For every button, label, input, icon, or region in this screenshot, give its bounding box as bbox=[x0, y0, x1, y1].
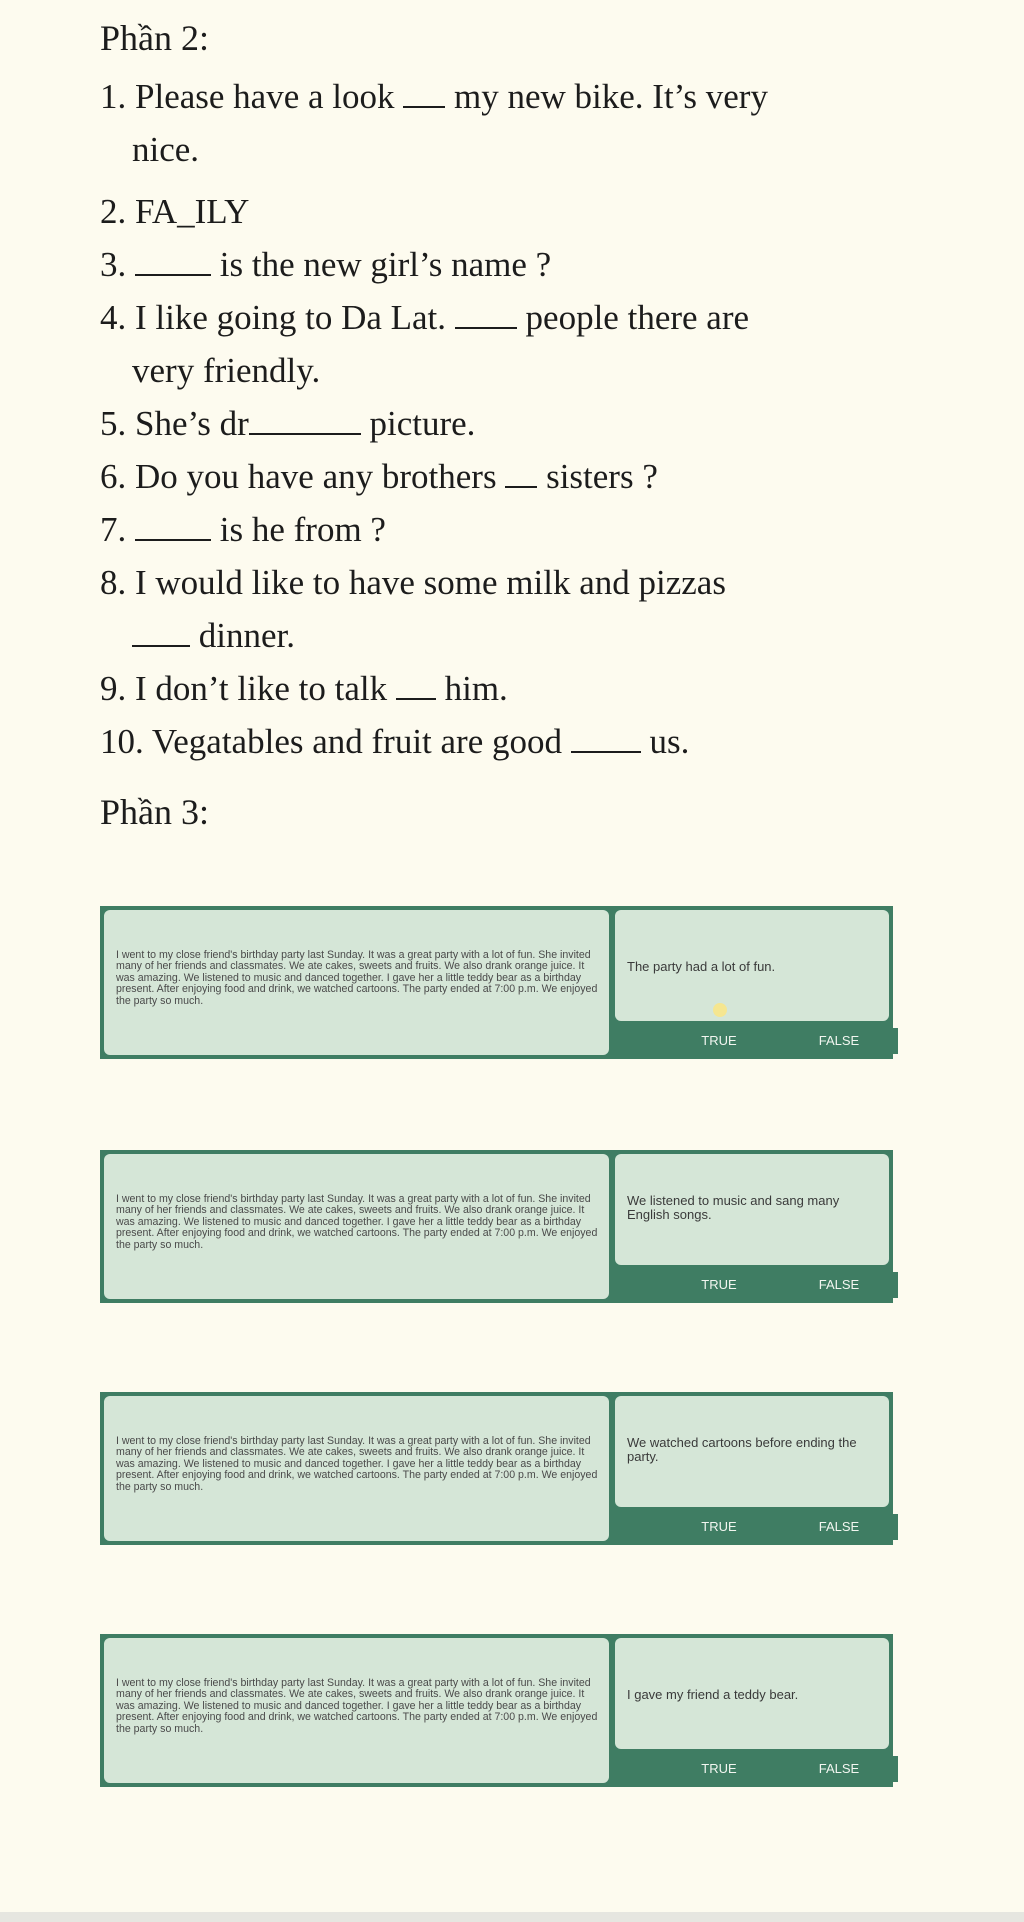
question-text: picture. bbox=[360, 404, 476, 443]
question-text: is the new girl’s name ? bbox=[211, 245, 552, 284]
quiz-card-2 bbox=[100, 1150, 893, 1303]
question-text: 4. I like going to Da Lat. bbox=[100, 298, 455, 337]
question-continuation bbox=[100, 609, 900, 662]
true-button[interactable]: TRUE bbox=[660, 1756, 778, 1782]
reading-passage: I went to my close friend's birthday party last Sunday. It was a great party with a lot of fun. She invited many of her friends and classmates. We ate cakes, sweets and fruits. We also drank orange juice. It was amazing. We listened to music and danced together. I gave her a little teddy bear as a birthday present. After enjoying food and drink, we watched cartoons. The party ended at 7:00 p.m. We enjoyed the party so much. bbox=[104, 1396, 609, 1541]
question-continuation: nice. bbox=[132, 130, 200, 169]
question-text: 10. Vegatables and fruit are good bbox=[100, 722, 571, 761]
reading-passage: I went to my close friend's birthday party last Sunday. It was a great party with a lot of fun. She invited many of her friends and classmates. We ate cakes, sweets and fruits. We also drank orange juice. It was amazing. We listened to music and danced together. I gave her a little teddy bear as a birthday present. After enjoying food and drink, we watched cartoons. The party ended at 7:00 p.m. We enjoyed the party so much. bbox=[104, 910, 609, 1055]
question-8 bbox=[100, 556, 900, 662]
answer-blank bbox=[455, 301, 517, 329]
question-text: him. bbox=[435, 669, 508, 708]
answer-blank bbox=[249, 407, 361, 435]
false-button[interactable]: FALSE bbox=[780, 1028, 898, 1054]
false-button[interactable]: FALSE bbox=[780, 1272, 898, 1298]
answer-blank bbox=[135, 248, 211, 276]
false-button[interactable]: FALSE bbox=[780, 1514, 898, 1540]
question-text: 9. I don’t like to talk bbox=[100, 669, 396, 708]
true-button[interactable]: TRUE bbox=[660, 1514, 778, 1540]
question-7 bbox=[100, 503, 900, 556]
question-6 bbox=[100, 450, 900, 503]
true-button[interactable]: TRUE bbox=[660, 1028, 778, 1054]
question-text: 8. I would like to have some milk and pizzas bbox=[100, 563, 726, 602]
bottom-strip bbox=[0, 1912, 1024, 1922]
quiz-card-4 bbox=[100, 1634, 893, 1787]
question-3 bbox=[100, 238, 900, 291]
answer-blank bbox=[403, 80, 445, 108]
question-1 bbox=[100, 70, 900, 176]
statement-text: We watched cartoons before ending the party. bbox=[615, 1396, 889, 1507]
question-continuation: very friendly. bbox=[132, 351, 321, 390]
question-10 bbox=[100, 715, 900, 768]
answer-blank bbox=[135, 513, 211, 541]
statement-text: The party had a lot of fun. bbox=[615, 910, 889, 1021]
false-button[interactable]: FALSE bbox=[780, 1756, 898, 1782]
part2-heading: Phần 2: bbox=[100, 18, 210, 58]
question-text: my new bike. It’s very bbox=[445, 77, 768, 116]
answer-blank bbox=[132, 619, 190, 647]
question-9 bbox=[100, 662, 900, 715]
question-2 bbox=[100, 185, 900, 238]
question-text: dinner. bbox=[190, 616, 295, 655]
statement-text: I gave my friend a teddy bear. bbox=[615, 1638, 889, 1749]
reading-passage: I went to my close friend's birthday party last Sunday. It was a great party with a lot of fun. She invited many of her friends and classmates. We ate cakes, sweets and fruits. We also drank orange juice. It was amazing. We listened to music and danced together. I gave her a little teddy bear as a birthday present. After enjoying food and drink, we watched cartoons. The party ended at 7:00 p.m. We enjoyed the party so much. bbox=[104, 1154, 609, 1299]
answer-blank bbox=[396, 672, 436, 700]
question-text: 1. Please have a look bbox=[100, 77, 404, 116]
question-text: 3. bbox=[100, 245, 135, 284]
answer-blank bbox=[505, 460, 537, 488]
question-text: people there are bbox=[516, 298, 750, 337]
question-text: us. bbox=[640, 722, 690, 761]
cursor-highlight bbox=[713, 1003, 727, 1017]
question-text: 7. bbox=[100, 510, 135, 549]
question-text: is he from ? bbox=[211, 510, 386, 549]
statement-text: We listened to music and sang many English songs. bbox=[615, 1154, 889, 1265]
question-text: 5. She’s dr bbox=[100, 404, 249, 443]
reading-passage: I went to my close friend's birthday party last Sunday. It was a great party with a lot of fun. She invited many of her friends and classmates. We ate cakes, sweets and fruits. We also drank orange juice. It was amazing. We listened to music and danced together. I gave her a little teddy bear as a birthday present. After enjoying food and drink, we watched cartoons. The party ended at 7:00 p.m. We enjoyed the party so much. bbox=[104, 1638, 609, 1783]
question-text: sisters ? bbox=[537, 457, 658, 496]
question-text: 2. FA_ILY bbox=[100, 192, 250, 231]
quiz-card-3 bbox=[100, 1392, 893, 1545]
question-5 bbox=[100, 397, 900, 450]
true-button[interactable]: TRUE bbox=[660, 1272, 778, 1298]
quiz-card-1 bbox=[100, 906, 893, 1059]
part3-heading: Phần 3: bbox=[100, 792, 210, 832]
answer-blank bbox=[571, 725, 641, 753]
question-4 bbox=[100, 291, 900, 397]
question-text: 6. Do you have any brothers bbox=[100, 457, 506, 496]
